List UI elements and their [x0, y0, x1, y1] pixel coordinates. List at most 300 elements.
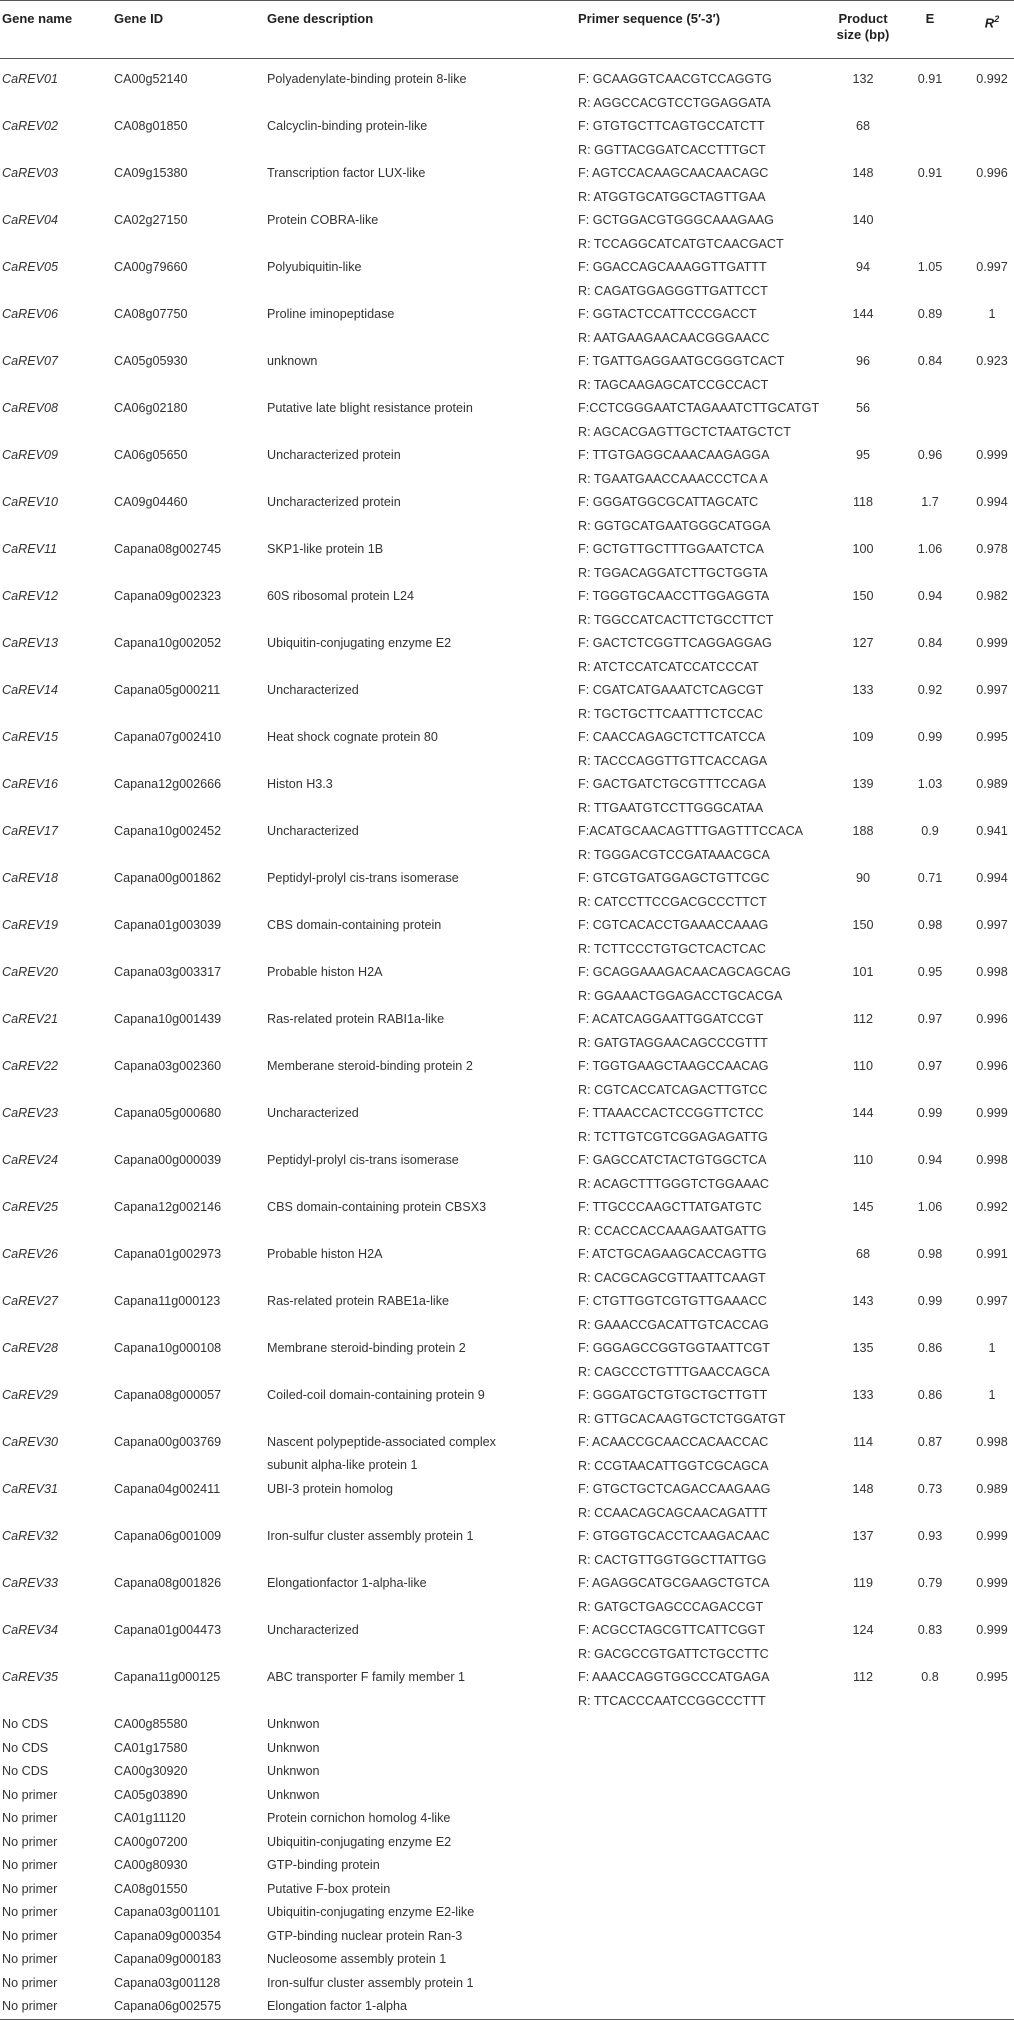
- gene-id: CA05g05930: [114, 354, 188, 368]
- primer-forward: F: GTGCTGCTCAGACCAAGAAG: [578, 1482, 771, 1496]
- gene-description: Ubiquitin-conjugating enzyme E2: [267, 1834, 452, 1849]
- table-row: [0, 1572, 1014, 1619]
- gene-id: Capana12g002666: [114, 777, 222, 791]
- gene-description: CBS domain-containing protein CBSX3: [267, 1200, 487, 1214]
- primer-reverse: R: AGCACGAGTTGCTCTAATGCTCT: [578, 424, 791, 439]
- r-squared-value: 0.996: [976, 166, 1008, 180]
- primer-forward: F: AGTCCACAAGCAACAACAGC: [578, 166, 769, 180]
- r-squared-value: 0.999: [976, 448, 1008, 462]
- r-squared-value: 0.999: [976, 1623, 1008, 1637]
- efficiency-value: 1.03: [917, 777, 943, 791]
- table-row: [0, 1525, 1014, 1572]
- gene-id: Capana03g001101: [114, 1905, 221, 1919]
- gene-id: Capana01g004473: [114, 1623, 222, 1637]
- table-row: [0, 115, 1014, 162]
- primer-forward: F: CGATCATGAAATCTCAGCGT: [578, 683, 764, 697]
- primer-forward: F: TGGTGAAGCTAAGCCAACAG: [578, 1059, 769, 1073]
- r-squared-value: 0.992: [976, 72, 1008, 86]
- primer-reverse: R: TCTTGTCGTCGGAGAGATTG: [578, 1129, 768, 1144]
- primer-forward: F: GCAAGGTCAACGTCCAGGTG: [578, 72, 772, 86]
- product-size: 95: [855, 448, 870, 462]
- gene-id: Capana00g001862: [114, 871, 222, 885]
- gene-description: Peptidyl-prolyl cis-trans isomerase: [267, 871, 459, 885]
- product-size: 112: [852, 1012, 874, 1026]
- primer-forward: F: AGAGGCATGCGAAGCTGTCA: [578, 1576, 770, 1590]
- gene-name: CaREV30: [2, 1435, 59, 1449]
- product-size: 110: [852, 1059, 874, 1073]
- table-row: [0, 632, 1014, 679]
- primer-reverse: R: CAGATGGAGGGTTGATTCCT: [578, 283, 768, 298]
- table-row: [0, 1102, 1014, 1149]
- gene-name: CaREV33: [2, 1576, 59, 1590]
- gene-name: CaREV34: [2, 1623, 59, 1637]
- gene-name: No primer: [2, 1905, 58, 1919]
- gene-description: CBS domain-containing protein: [267, 918, 442, 932]
- table-row: [0, 1784, 1014, 1808]
- primer-reverse: R: ATCTCCATCATCCATCCCAT: [578, 659, 759, 674]
- table-row: [0, 1948, 1014, 1972]
- header-efficiency: E: [925, 11, 935, 26]
- table-row: [0, 1384, 1014, 1431]
- gene-description: Protein cornichon homolog 4-like: [267, 1811, 451, 1825]
- primer-reverse: R: TGCTGCTTCAATTTCTCCAC: [578, 706, 763, 721]
- table-row: [0, 1149, 1014, 1196]
- gene-id: Capana11g000123: [114, 1294, 221, 1308]
- primer-reverse: R: CGTCACCATCAGACTTGTCC: [578, 1082, 768, 1097]
- primer-forward: F: GGGATGGCGCATTAGCATC: [578, 495, 759, 509]
- product-size: 148: [852, 166, 874, 180]
- gene-id: Capana11g000125: [114, 1670, 221, 1684]
- gene-description: Protein COBRA-like: [267, 213, 379, 227]
- gene-description: Unknwon: [267, 1764, 320, 1778]
- gene-name: No primer: [2, 1999, 58, 2013]
- r-squared-value: 0.941: [976, 824, 1008, 838]
- gene-description: Polyubiquitin-like: [267, 260, 362, 274]
- product-size: 56: [855, 401, 870, 415]
- primer-reverse: R: CCAACAGCAGCAACAGATTT: [578, 1505, 768, 1520]
- r-squared-value: 0.978: [976, 542, 1008, 556]
- gene-description: Ubiquitin-conjugating enzyme E2-like: [267, 1905, 475, 1919]
- gene-id: CA08g01550: [114, 1881, 188, 1896]
- primer-reverse: R: TCTTCCCTGTGCTCACTCAC: [578, 941, 766, 956]
- gene-name: No primer: [2, 1858, 58, 1872]
- r-squared-value: 0.999: [976, 636, 1008, 650]
- primer-forward: F: ACGCCTAGCGTTCATTCGGT: [578, 1623, 766, 1637]
- table-row: [0, 538, 1014, 585]
- gene-description: Iron-sulfur cluster assembly protein 1: [267, 1529, 474, 1543]
- primer-forward: F:CCTCGGGAATCTAGAAATCTTGCATGT: [578, 401, 820, 415]
- product-size: 148: [852, 1482, 874, 1496]
- primer-reverse: R: CACTGTTGGTGGCTTATTGG: [578, 1552, 767, 1567]
- gene-name: No primer: [2, 1928, 58, 1943]
- product-size: 137: [852, 1529, 874, 1543]
- gene-name: CaREV08: [2, 401, 59, 415]
- table-row: [0, 1854, 1014, 1878]
- efficiency-value: 0.99: [917, 730, 943, 744]
- product-size: 109: [852, 730, 874, 744]
- r-squared-value: 0.982: [976, 589, 1008, 603]
- header-product-line1: Product: [838, 11, 888, 26]
- primer-forward: F: TTGCCCAAGCTTATGATGTC: [578, 1200, 762, 1214]
- gene-description: Ras-related protein RABI1a-like: [267, 1012, 445, 1026]
- gene-id: Capana10g002052: [114, 636, 222, 650]
- primer-forward: F: GCAGGAAAGACAACAGCAGCAG: [578, 965, 791, 979]
- gene-name: CaREV24: [2, 1153, 59, 1167]
- primer-reverse: R: GACGCCGTGATTCTGCCTTC: [578, 1646, 769, 1661]
- r-squared-value: 0.999: [976, 1106, 1008, 1120]
- primer-reverse: R: GGAAACTGGAGACCTGCACGA: [578, 988, 783, 1003]
- gene-id: CA00g07200: [114, 1834, 188, 1849]
- table-row: [0, 773, 1014, 820]
- gene-id: Capana09g000183: [114, 1952, 222, 1966]
- gene-id: CA00g30920: [114, 1764, 188, 1778]
- primer-forward: F: GACTCTCGGTTCAGGAGGAG: [578, 636, 772, 650]
- product-size: 124: [852, 1623, 874, 1637]
- primer-reverse: R: GAAACCGACATTGTCACCAG: [578, 1317, 769, 1332]
- gene-id: Capana06g002575: [114, 1999, 222, 2013]
- gene-description: Unknwon: [267, 1787, 320, 1802]
- gene-id: Capana05g000211: [114, 683, 221, 697]
- primer-reverse: R: TGGACAGGATCTTGCTGGTA: [578, 565, 768, 580]
- gene-name: CaREV02: [2, 119, 59, 133]
- gene-description: Proline iminopeptidase: [267, 307, 395, 321]
- efficiency-value: 0.94: [917, 1153, 943, 1167]
- gene-id: Capana09g002323: [114, 589, 222, 603]
- efficiency-value: 0.97: [917, 1012, 943, 1026]
- efficiency-value: 0.86: [917, 1341, 943, 1355]
- gene-id: Capana04g002411: [114, 1482, 221, 1496]
- gene-name: No primer: [2, 1787, 58, 1802]
- table-row: [0, 1925, 1014, 1949]
- table-row: [0, 1760, 1014, 1784]
- header-gene-name: Gene name: [2, 11, 73, 26]
- gene-name: CaREV07: [2, 354, 59, 368]
- table-row: [0, 1619, 1014, 1666]
- primer-reverse: R: CATCCTTCCGACGCCCTTCT: [578, 894, 767, 909]
- product-size: 188: [852, 824, 874, 838]
- gene-id: Capana10g000108: [114, 1341, 222, 1355]
- primer-forward: F: CAACCAGAGCTCTTCATCCA: [578, 730, 766, 744]
- r-squared-value: 0.997: [976, 918, 1008, 932]
- gene-id: Capana03g002360: [114, 1059, 222, 1073]
- product-size: 145: [852, 1200, 874, 1214]
- table-row: [0, 350, 1014, 397]
- table-row: [0, 1901, 1014, 1925]
- r-squared-value: 0.989: [976, 777, 1008, 791]
- product-size: 144: [852, 1106, 874, 1120]
- primer-reverse: R: TAGCAAGAGCATCCGCCACT: [578, 377, 769, 392]
- primer-forward: F: GGACCAGCAAAGGTTGATTT: [578, 260, 767, 274]
- r-squared-value: 0.996: [976, 1012, 1008, 1026]
- table-row: [0, 491, 1014, 538]
- r-squared-value: 0.991: [976, 1247, 1008, 1261]
- gene-name: No primer: [2, 1952, 58, 1966]
- primer-reverse: R: GTTGCACAAGTGCTCTGGATGT: [578, 1411, 786, 1426]
- primer-reverse: R: CCACCACCAAAGAATGATTG: [578, 1223, 767, 1238]
- primer-forward: F: GACTGATCTGCGTTTCCAGA: [578, 777, 766, 791]
- header-r-superscript: 2: [994, 14, 1000, 24]
- product-size: 68: [855, 1247, 870, 1261]
- r-squared-value: 0.996: [976, 1059, 1008, 1073]
- gene-description: UBI-3 protein homolog: [267, 1482, 394, 1496]
- table-row: [0, 256, 1014, 303]
- efficiency-value: 0.96: [917, 448, 943, 462]
- gene-id: CA09g04460: [114, 495, 188, 509]
- gene-description: Histon H3.3: [267, 777, 333, 791]
- gene-name: CaREV04: [2, 213, 59, 227]
- gene-description: Calcyclin-binding protein-like: [267, 119, 428, 133]
- product-size: 150: [852, 589, 874, 603]
- gene-name: CaREV09: [2, 448, 59, 462]
- gene-id: Capana10g002452: [114, 824, 222, 838]
- table-row: [0, 444, 1014, 491]
- gene-name: CaREV01: [2, 72, 59, 86]
- table-row: [0, 1337, 1014, 1384]
- product-size: 132: [852, 72, 874, 86]
- gene-id: CA05g03890: [114, 1787, 188, 1802]
- primer-reverse: R: CAGCCCTGTTTGAACCAGCA: [578, 1364, 770, 1379]
- product-size: 143: [852, 1294, 874, 1308]
- gene-description: Elongationfactor 1-alpha-like: [267, 1576, 427, 1590]
- gene-id: Capana01g003039: [114, 918, 222, 932]
- gene-description: Membrane steroid-binding protein 2: [267, 1341, 466, 1355]
- table-row: [0, 1290, 1014, 1337]
- table-row: [0, 1878, 1014, 1902]
- r-squared-value: 0.923: [976, 354, 1008, 368]
- efficiency-value: 0.79: [917, 1576, 943, 1590]
- primer-reverse: R: TTGAATGTCCTTGGGCATAA: [578, 800, 764, 815]
- efficiency-value: 0.92: [917, 683, 943, 697]
- gene-id: Capana00g000039: [114, 1153, 222, 1167]
- gene-id: Capana08g002745: [114, 542, 222, 556]
- r-squared-value: 0.998: [976, 1435, 1008, 1449]
- product-size: 135: [852, 1341, 874, 1355]
- table-row: [0, 1008, 1014, 1055]
- product-size: 100: [852, 542, 874, 556]
- primer-reverse: R: CACGCAGCGTTAATTCAAGT: [578, 1270, 766, 1285]
- efficiency-value: 1.06: [917, 542, 943, 556]
- gene-description: Elongation factor 1-alpha: [267, 1999, 408, 2013]
- efficiency-value: 1.05: [917, 260, 943, 274]
- header-primer-sequence: Primer sequence (5′-3′): [578, 11, 721, 26]
- table-row: [0, 1478, 1014, 1525]
- table-row: [0, 1713, 1014, 1737]
- r-squared-value: 0.989: [976, 1482, 1008, 1496]
- product-size: 119: [852, 1576, 874, 1590]
- product-size: 118: [852, 495, 874, 509]
- gene-description: Probable histon H2A: [267, 965, 383, 979]
- gene-description: Probable histon H2A: [267, 1247, 383, 1261]
- table-row: [0, 867, 1014, 914]
- gene-name: CaREV21: [2, 1012, 59, 1026]
- efficiency-value: 0.89: [917, 307, 943, 321]
- gene-id: CA00g85580: [114, 1717, 188, 1731]
- gene-id: Capana08g001826: [114, 1576, 222, 1590]
- primer-forward: F: GCTGGACGTGGGCAAAGAAG: [578, 213, 774, 227]
- efficiency-value: 0.97: [917, 1059, 943, 1073]
- header-r-label: R: [984, 15, 995, 31]
- primer-reverse: R: AATGAAGAACAACGGGAACC: [578, 330, 770, 345]
- table-header: [0, 0, 1014, 59]
- gene-name: CaREV23: [2, 1106, 59, 1120]
- efficiency-value: 0.95: [917, 965, 943, 979]
- gene-description: 60S ribosomal protein L24: [267, 589, 415, 603]
- gene-description: Uncharacterized: [267, 1106, 359, 1120]
- efficiency-value: 0.71: [917, 871, 943, 885]
- primer-forward: F: AAACCAGGTGGCCCATGAGA: [578, 1670, 770, 1684]
- gene-description: Polyadenylate-binding protein 8-like: [267, 72, 467, 86]
- gene-description: SKP1-like protein 1B: [267, 542, 384, 556]
- gene-id: Capana12g002146: [114, 1200, 222, 1214]
- gene-id: CA06g05650: [114, 448, 188, 462]
- r-squared-value: 0.994: [976, 495, 1008, 509]
- primer-forward: F: GGTACTCCATTCCCGACCT: [578, 307, 757, 321]
- gene-description: Unknwon: [267, 1717, 320, 1731]
- gene-id: Capana07g002410: [114, 730, 222, 744]
- gene-id: CA00g79660: [114, 260, 188, 274]
- gene-description: Ubiquitin-conjugating enzyme E2: [267, 636, 452, 650]
- r-squared-value: 1: [988, 1388, 996, 1402]
- r-squared-value: 0.994: [976, 871, 1008, 885]
- efficiency-value: 0.84: [917, 354, 943, 368]
- primer-reverse: R: GGTTACGGATCACCTTTGCT: [578, 142, 766, 157]
- table-body: [0, 59, 1014, 2020]
- primer-forward: F: GTCGTGATGGAGCTGTTCGC: [578, 871, 770, 885]
- primer-forward: F: ACAACCGCAACCACAACCAC: [578, 1435, 769, 1449]
- gene-id: Capana09g000354: [114, 1928, 222, 1943]
- gene-name: CaREV11: [2, 542, 58, 556]
- gene-id: CA08g07750: [114, 307, 188, 321]
- primer-reverse: R: TGGCCATCACTTCTGCCTTCT: [578, 612, 774, 627]
- gene-id: Capana08g000057: [114, 1388, 222, 1402]
- header-gene-description: Gene description: [267, 11, 374, 26]
- gene-name: CaREV03: [2, 166, 59, 180]
- primer-forward: F: ACATCAGGAATTGGATCCGT: [578, 1012, 764, 1026]
- gene-id: CA01g17580: [114, 1740, 188, 1755]
- primer-reverse: R: TGAATGAACCAAACCCTCA A: [578, 471, 768, 486]
- gene-description: ABC transporter F family member 1: [267, 1670, 466, 1684]
- product-size: 112: [852, 1670, 874, 1684]
- gene-description: Iron-sulfur cluster assembly protein 1: [267, 1975, 474, 1990]
- product-size: 133: [852, 683, 874, 697]
- table-row: [0, 679, 1014, 726]
- efficiency-value: 0.91: [917, 72, 943, 86]
- gene-id: CA01g11120: [114, 1811, 186, 1825]
- gene-description: Uncharacterized protein: [267, 495, 401, 509]
- product-size: 94: [855, 260, 870, 274]
- primer-forward: F: GAGCCATCTACTGTGGCTCA: [578, 1153, 767, 1167]
- gene-id: Capana05g000680: [114, 1106, 222, 1120]
- efficiency-value: 0.91: [917, 166, 943, 180]
- gene-name: No CDS: [2, 1717, 49, 1731]
- primer-forward: F: GTGGTGCACCTCAAGACAAC: [578, 1529, 770, 1543]
- gene-description: Putative F-box protein: [267, 1881, 391, 1896]
- table-row: [0, 59, 1014, 115]
- gene-id: CA00g52140: [114, 72, 188, 86]
- product-size: 90: [855, 871, 870, 885]
- gene-id: Capana01g002973: [114, 1247, 222, 1261]
- product-size: 140: [852, 213, 874, 227]
- r-squared-value: 0.997: [976, 683, 1008, 697]
- gene-name: CaREV05: [2, 260, 59, 274]
- table-row: [0, 1243, 1014, 1290]
- gene-name: No primer: [2, 1881, 58, 1896]
- product-size: 150: [852, 918, 874, 932]
- r-squared-value: 0.999: [976, 1576, 1008, 1590]
- gene-name: CaREV35: [2, 1670, 59, 1684]
- header-product-line2: size (bp): [836, 27, 890, 42]
- gene-id: CA06g02180: [114, 401, 188, 415]
- primer-reverse: R: CCGTAACATTGGTCGCAGCA: [578, 1458, 769, 1473]
- gene-description: Heat shock cognate protein 80: [267, 730, 438, 744]
- gene-description: Unknwon: [267, 1740, 320, 1755]
- gene-description: Putative late blight resistance protein: [267, 401, 473, 415]
- product-size: 139: [852, 777, 874, 791]
- gene-name: CaREV26: [2, 1247, 59, 1261]
- efficiency-value: 0.98: [917, 918, 943, 932]
- product-size: 96: [855, 354, 870, 368]
- primer-forward: F: TTAAACCACTCCGGTTCTCC: [578, 1106, 764, 1120]
- primer-forward: F: GGGAGCCGGTGGTAATTCGT: [578, 1341, 770, 1355]
- gene-name: No primer: [2, 1834, 58, 1849]
- efficiency-value: 0.8: [921, 1670, 939, 1684]
- product-size: 133: [852, 1388, 874, 1402]
- table-row: [0, 1831, 1014, 1855]
- efficiency-value: 0.99: [917, 1294, 943, 1308]
- primer-reverse: R: GATGCTGAGCCCAGACCGT: [578, 1599, 764, 1614]
- gene-name: CaREV20: [2, 965, 59, 979]
- primer-reverse: R: TACCCAGGTTGTTCACCAGA: [578, 753, 768, 768]
- r-squared-value: 0.999: [976, 1529, 1008, 1543]
- gene-id: Capana00g003769: [114, 1435, 222, 1449]
- gene-description: Nucleosome assembly protein 1: [267, 1952, 447, 1966]
- table-row: [0, 726, 1014, 773]
- primer-forward: F: TTGTGAGGCAAACAAGAGGA: [578, 448, 770, 462]
- product-size: 127: [852, 636, 874, 650]
- primer-reverse: R: ATGGTGCATGGCTAGTTGAA: [578, 189, 766, 204]
- table-row: [0, 209, 1014, 256]
- gene-description: GTP-binding nuclear protein Ran-3: [267, 1928, 463, 1943]
- efficiency-value: 1.06: [917, 1200, 943, 1214]
- r-squared-value: 0.998: [976, 965, 1008, 979]
- efficiency-value: 0.73: [917, 1482, 943, 1496]
- primer-forward: F: GCTGTTGCTTTGGAATCTCA: [578, 542, 764, 556]
- r-squared-value: 0.995: [976, 730, 1008, 744]
- primer-forward: F: GGGATGCTGTGCTGCTTGTT: [578, 1388, 768, 1402]
- efficiency-value: 0.84: [917, 636, 943, 650]
- primer-forward: F: CTGTTGGTCGTGTTGAAACC: [578, 1294, 767, 1308]
- gene-description: Uncharacterized: [267, 683, 359, 697]
- product-size: 68: [855, 119, 870, 133]
- table-row: [0, 1666, 1014, 1713]
- gene-id: CA00g80930: [114, 1858, 188, 1872]
- gene-name: CaREV19: [2, 918, 59, 932]
- table-row: [0, 303, 1014, 350]
- gene-description: Transcription factor LUX-like: [267, 166, 426, 180]
- gene-name: CaREV31: [2, 1482, 59, 1496]
- gene-name: CaREV16: [2, 777, 59, 791]
- r-squared-value: 1: [988, 1341, 996, 1355]
- gene-name: CaREV10: [2, 495, 59, 509]
- gene-description: Ras-related protein RABE1a-like: [267, 1294, 449, 1308]
- efficiency-value: 0.9: [921, 824, 939, 838]
- header-product-size: [828, 11, 898, 43]
- gene-name: No primer: [2, 1811, 58, 1825]
- gene-name: CaREV22: [2, 1059, 59, 1073]
- primer-reverse: R: ACAGCTTTGGGTCTGGAAAC: [578, 1176, 770, 1191]
- gene-description: Uncharacterized: [267, 1623, 359, 1637]
- product-size: 114: [852, 1435, 874, 1449]
